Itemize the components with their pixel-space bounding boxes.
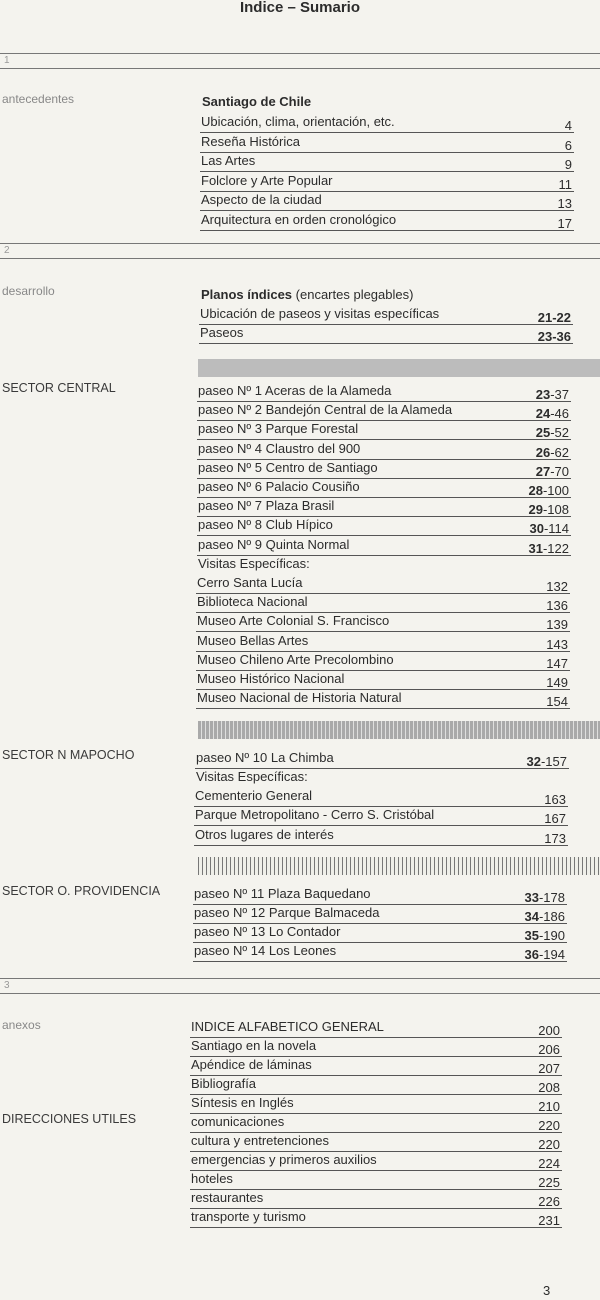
sector-label-mapocho: SECTOR N MAPOCHO — [2, 748, 135, 762]
section-number: 2 — [4, 245, 10, 256]
toc-page-paseo: 26 — [535, 444, 551, 460]
sector-bar-central — [198, 359, 600, 377]
toc-row — [197, 497, 571, 517]
toc-row — [190, 1094, 562, 1114]
toc-entry-page — [525, 946, 566, 964]
toc-entry-page: 4 — [564, 118, 572, 133]
toc-page-number: -157 — [540, 754, 567, 769]
toc-row — [195, 749, 569, 769]
toc-entry-page: 154 — [546, 694, 568, 710]
toc-entry-page: 6 — [564, 137, 572, 153]
toc-entry-title: Reseña Histórica — [201, 133, 300, 149]
toc-row — [197, 536, 571, 556]
toc-entry-title: Apéndice de láminas — [191, 1057, 312, 1072]
toc-entry-title: INDICE ALFABETICO GENERAL — [191, 1019, 384, 1034]
toc-entry-title: Ubicación de paseos y visitas específicas — [200, 306, 440, 321]
section-label-anexos: anexos — [2, 1018, 41, 1032]
toc-entry-title: Cementerio General — [195, 788, 313, 803]
toc-page-number: -52 — [550, 425, 569, 441]
sector-label-providencia: SECTOR O. PROVIDENCIA — [2, 884, 161, 898]
toc-page-paseo: 32 — [526, 754, 541, 769]
toc-row — [190, 1037, 562, 1057]
toc-row — [190, 1132, 562, 1152]
toc-page-number: -100 — [542, 483, 569, 498]
toc-entry-page: 11 — [558, 176, 572, 192]
toc-entry-page: 173 — [544, 830, 566, 846]
toc-entry-title: Otros lugares de interés — [195, 826, 334, 842]
toc-entry-page: 225 — [538, 1175, 560, 1190]
desarrollo-heading — [201, 287, 413, 302]
toc-entry-title: Aspecto de la ciudad — [201, 192, 322, 207]
toc-entry-title: paseo Nº 13 Lo Contador — [194, 924, 341, 939]
toc-entry-page: 207 — [538, 1061, 560, 1076]
toc-row — [200, 211, 574, 231]
toc-entry-title: paseo Nº 3 Parque Forestal — [198, 421, 359, 437]
toc-entry-title: paseo Nº 9 Quinta Normal — [198, 536, 350, 552]
toc-entry-title: Museo Arte Colonial S. Francisco — [197, 613, 390, 629]
toc-page-number: -186 — [538, 909, 565, 924]
toc-entry-title: paseo Nº 8 Club Hípico — [198, 517, 333, 533]
toc-row — [193, 942, 567, 962]
toc-entry-page: 23-36 — [537, 329, 571, 344]
toc-entry-title: paseo Nº 7 Plaza Brasil — [198, 498, 335, 514]
toc-entry-title: paseo Nº 6 Palacio Cousiño — [198, 479, 360, 494]
toc-entry-title: Parque Metropolitano - Cerro S. Cristóbal — [195, 807, 435, 823]
toc-entry-page: 208 — [538, 1080, 560, 1095]
toc-page-paseo: 25 — [535, 425, 551, 441]
toc-entry-title: cultura y entretenciones — [191, 1133, 330, 1148]
toc-row — [196, 670, 570, 690]
toc-entry-title: Síntesis en Inglés — [191, 1095, 294, 1110]
toc-row — [193, 923, 567, 943]
toc-entry-page: 224 — [538, 1156, 560, 1171]
toc-page-paseo: 24 — [535, 406, 551, 422]
toc-row — [197, 516, 571, 536]
section-label-direcciones: DIRECCIONES UTILES — [2, 1112, 137, 1126]
sector-bar-mapocho — [198, 721, 600, 739]
toc-row — [196, 632, 570, 652]
toc-page-paseo: 33 — [524, 890, 539, 905]
toc-entry-title: transporte y turismo — [191, 1209, 306, 1224]
toc-entry-page: 9 — [564, 157, 572, 172]
toc-row — [194, 826, 568, 846]
section-divider-2 — [0, 243, 600, 259]
toc-row — [197, 478, 571, 498]
visitas-label — [197, 555, 571, 574]
toc-entry-title: paseo Nº 14 Los Leones — [194, 943, 337, 958]
toc-row — [200, 113, 574, 133]
toc-entry-title: paseo Nº 5 Centro de Santiago — [198, 459, 378, 475]
toc-row — [199, 305, 573, 325]
toc-page-number: -108 — [542, 502, 569, 518]
toc-entry-title: paseo Nº 4 Claustro del 900 — [198, 440, 361, 456]
toc-row — [197, 420, 571, 440]
toc-entry-title: Museo Histórico Nacional — [197, 671, 345, 686]
page-title: Indice – Sumario — [239, 0, 361, 16]
section-label-desarrollo: desarrollo — [2, 284, 55, 298]
toc-entry-page: 226 — [538, 1194, 560, 1209]
toc-row — [196, 574, 570, 594]
toc-row — [190, 1075, 562, 1095]
toc-entry-title: restaurantes — [191, 1190, 264, 1205]
toc-entry-page: 136 — [546, 598, 568, 614]
toc-row — [190, 1113, 562, 1133]
toc-entry-title: Biblioteca Nacional — [197, 594, 308, 610]
toc-row — [196, 593, 570, 613]
sector-label-central: SECTOR CENTRAL — [2, 381, 116, 395]
toc-row — [200, 152, 574, 172]
toc-entry-title: paseo Nº 10 La Chimba — [196, 750, 334, 765]
toc-page-paseo: 31 — [528, 540, 543, 556]
sector-bar-providencia — [198, 857, 600, 875]
toc-entry-title: Las Artes — [201, 153, 256, 168]
antecedentes-heading: Santiago de Chile — [202, 94, 312, 109]
toc-row — [196, 612, 570, 632]
toc-page-number: -114 — [543, 521, 569, 537]
toc-row — [197, 382, 571, 402]
toc-entry-title: comunicaciones — [191, 1114, 285, 1129]
toc-page-paseo: 36 — [524, 947, 539, 962]
toc-entry-page: 147 — [546, 655, 568, 671]
toc-page-paseo: 34 — [524, 909, 539, 924]
toc-row — [199, 324, 573, 344]
toc-page-number: -46 — [550, 406, 569, 422]
toc-row — [190, 1208, 562, 1228]
toc-entry-title: Museo Bellas Artes — [197, 632, 309, 648]
desarrollo-heading-title: Planos índices — [201, 287, 293, 302]
toc-row — [194, 787, 568, 807]
toc-entry-page: 220 — [538, 1118, 560, 1133]
toc-row — [193, 885, 567, 905]
toc-entry-title: paseo Nº 1 Aceras de la Alameda — [198, 383, 392, 398]
toc-row — [190, 1056, 562, 1076]
toc-entry-title: Cerro Santa Lucía — [197, 575, 303, 590]
toc-entry-page: 17 — [557, 215, 572, 231]
section-number: 3 — [4, 980, 10, 991]
toc-entry-title: Museo Chileno Arte Precolombino — [197, 651, 394, 667]
toc-page-number: -122 — [542, 540, 569, 556]
toc-entry-title: paseo Nº 2 Bandejón Central de la Alameda — [198, 402, 453, 418]
toc-row — [194, 806, 568, 826]
toc-page-number: -37 — [550, 387, 569, 402]
toc-entry-page: 139 — [546, 617, 568, 633]
toc-entry-title: Santiago en la novela — [191, 1038, 317, 1053]
toc-page-paseo: 30 — [529, 521, 544, 537]
toc-entry-page: 143 — [546, 636, 568, 652]
toc-entry-title: Museo Nacional de Historia Natural — [197, 690, 402, 706]
toc-row — [196, 689, 570, 709]
toc-entry-title: hoteles — [191, 1171, 233, 1186]
toc-entry-page: 13 — [557, 196, 572, 211]
toc-entry-page: 210 — [538, 1099, 560, 1114]
toc-entry-title: Paseos — [200, 325, 244, 340]
toc-page-paseo: 29 — [528, 502, 543, 518]
toc-entry-page: 149 — [546, 675, 568, 690]
toc-page-number: -70 — [550, 463, 569, 479]
toc-page-number: -190 — [538, 928, 565, 943]
toc-entry-title: Ubicación, clima, orientación, etc. — [201, 114, 395, 129]
toc-page-number: -178 — [538, 890, 565, 905]
toc-entry-title: Folclore y Arte Popular — [201, 172, 333, 188]
toc-row — [197, 459, 571, 479]
visitas-label — [195, 768, 569, 787]
toc-entry-page: 163 — [544, 792, 566, 807]
toc-row — [197, 401, 571, 421]
toc-row — [190, 1151, 562, 1171]
toc-entry-title: Visitas Específicas: — [196, 769, 308, 784]
toc-page-paseo: 28 — [528, 483, 543, 498]
toc-page-paseo: 35 — [524, 928, 539, 943]
section-number: 1 — [4, 55, 10, 66]
toc-row — [197, 440, 571, 460]
toc-row — [200, 133, 574, 153]
toc-entry-title: Bibliografía — [191, 1076, 257, 1091]
toc-entry-page: 132 — [546, 579, 568, 594]
toc-entry-page: 206 — [538, 1042, 560, 1057]
toc-page-paseo: 27 — [535, 463, 551, 479]
toc-entry-title: Visitas Específicas: — [198, 555, 310, 571]
page-number: 3 — [543, 1283, 551, 1298]
section-label-antecedentes: antecedentes — [2, 92, 75, 106]
toc-row — [200, 172, 574, 192]
toc-row — [190, 1189, 562, 1209]
toc-page-number: -194 — [538, 947, 565, 962]
toc-entry-title: paseo Nº 12 Parque Balmaceda — [194, 905, 380, 920]
toc-entry-page: 167 — [544, 811, 566, 827]
toc-row — [190, 1170, 562, 1190]
toc-page-paseo: 23 — [535, 387, 551, 402]
toc-entry-title: paseo Nº 11 Plaza Baquedano — [194, 886, 371, 901]
toc-row — [190, 1018, 562, 1038]
section-divider-1 — [0, 53, 600, 69]
desarrollo-heading-note: (encartes plegables) — [292, 287, 414, 302]
toc-row — [200, 191, 574, 211]
toc-entry-title: Arquitectura en orden cronológico — [201, 211, 397, 227]
toc-page-number: -62 — [550, 444, 569, 460]
toc-row — [196, 651, 570, 671]
toc-entry-title: emergencias y primeros auxilios — [191, 1152, 377, 1167]
toc-entry-page: 200 — [538, 1023, 560, 1038]
toc-entry-page: 21-22 — [537, 310, 571, 325]
toc-entry-page: 220 — [538, 1137, 560, 1152]
section-divider-3 — [0, 978, 600, 994]
toc-entry-page: 231 — [538, 1213, 560, 1228]
toc-row — [193, 904, 567, 924]
